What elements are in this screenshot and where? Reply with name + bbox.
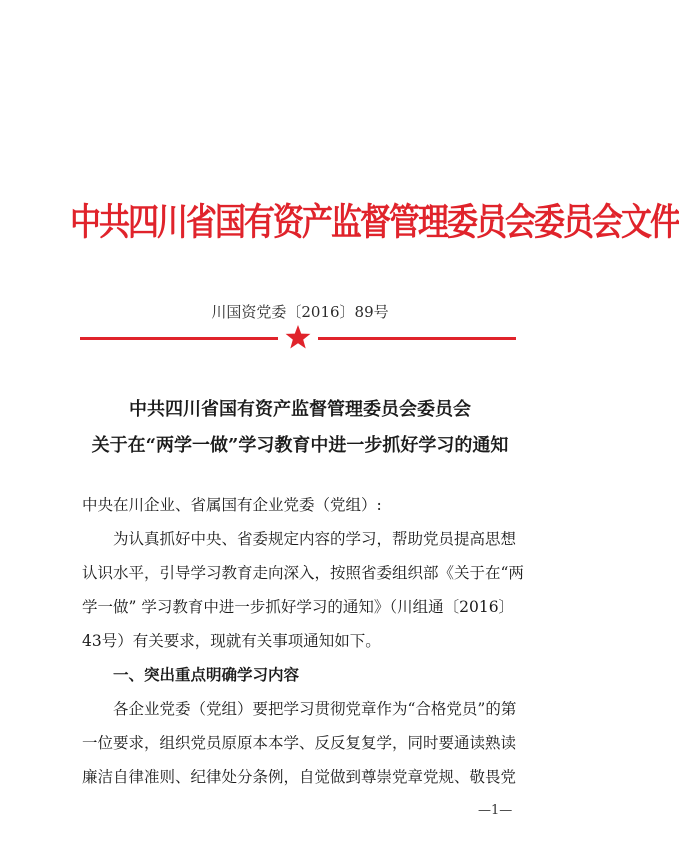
star-shape xyxy=(286,325,311,349)
notice-title-line-1: 中共四川省国有资产监督管理委员会委员会 xyxy=(129,399,471,420)
red-divider-right xyxy=(318,337,516,340)
paragraph-1-line-1: 为认真抓好中央、省委规定内容的学习，帮助党员提高思想 xyxy=(82,530,517,548)
paragraph-2-line-3: 廉洁自律准则、纪律处分条例，自觉做到尊崇党章党规、敬畏党 xyxy=(82,768,517,786)
section-1-heading: 一、突出重点明确学习内容 xyxy=(82,666,300,684)
paragraph-2-line-2: 一位要求，组织党员原原本本学、反反复复学，同时要通读熟读 xyxy=(82,734,517,752)
paragraph-1-line-4: 43号）有关要求，现就有关事项通知如下。 xyxy=(82,632,381,650)
paragraph-1-line-3: 学一做” 学习教育中进一步抓好学习的通知》（川组通〔2016〕 xyxy=(82,598,515,616)
paragraph-2-line-1: 各企业党委（党组）要把学习贯彻党章作为“合格党员”的第 xyxy=(82,700,517,718)
star-icon xyxy=(283,322,313,352)
document-header-title: 中共四川省国有资产监督管理委员会委员会文件 xyxy=(70,200,679,244)
document-number: 川国资党委〔2016〕89号 xyxy=(211,303,389,321)
red-divider-left xyxy=(80,337,278,340)
page-number: —1— xyxy=(478,803,513,818)
recipients-line: 中央在川企业、省属国有企业党委（党组）: xyxy=(82,496,382,514)
notice-title-line-2: 关于在“两学一做”学习教育中进一步抓好学习的通知 xyxy=(91,435,509,456)
paragraph-1-line-2: 认识水平，引导学习教育走向深入，按照省委组织部《关于在“两 xyxy=(82,564,524,582)
